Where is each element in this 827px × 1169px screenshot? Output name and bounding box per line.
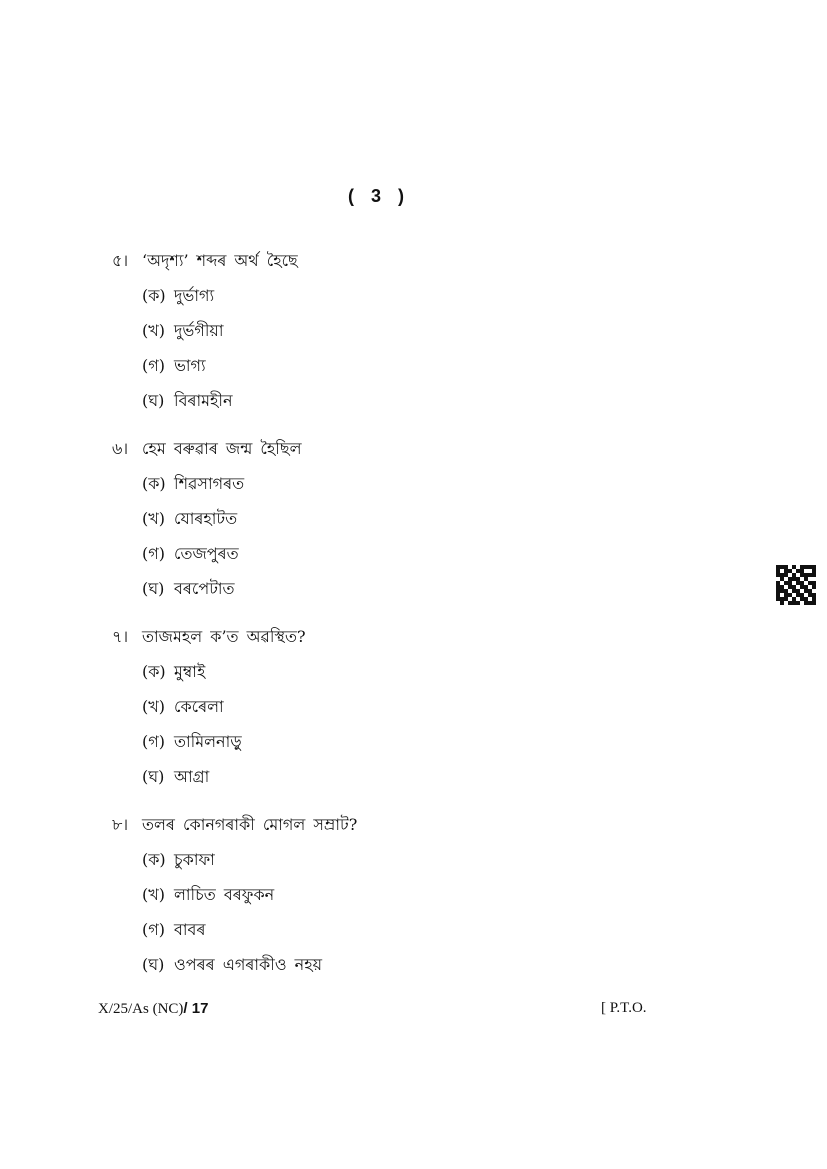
option-text: তামিলনাড়ু — [174, 732, 242, 751]
option-kha — [142, 506, 712, 530]
option-label: (ঘ) — [142, 391, 165, 410]
question-8 — [112, 812, 712, 976]
option-text: কেৰেলা — [174, 697, 224, 716]
question-text: তলৰ কোনগৰাকী মোগল সম্ৰাট? — [142, 815, 358, 834]
question-text: তাজমহল ক’ত অৱস্থিত? — [142, 627, 306, 646]
pto-label: [ P.T.O. — [601, 1000, 647, 1016]
option-ga — [142, 353, 712, 377]
option-gha — [142, 764, 712, 788]
option-text: লাচিত বৰফুকন — [174, 885, 275, 904]
option-ga — [142, 541, 712, 565]
option-label: (ঘ) — [142, 767, 165, 786]
option-text: যোৰহাটত — [174, 509, 238, 528]
option-text: শিৱসাগৰত — [174, 474, 245, 493]
option-label: (খ) — [142, 321, 165, 340]
question-7 — [112, 624, 712, 788]
option-kha — [142, 694, 712, 718]
option-text: মুম্বাই — [174, 662, 206, 681]
option-text: বাবৰ — [174, 920, 206, 939]
option-gha — [142, 388, 712, 412]
question-number: ৭। — [112, 627, 129, 646]
option-text: ভাগ্য — [174, 356, 206, 375]
question-text: হেম বৰুৱাৰ জন্ম হৈছিল — [142, 439, 302, 458]
option-text: তেজপুৰত — [174, 544, 239, 563]
option-text: আগ্ৰা — [174, 767, 210, 786]
paper-code — [98, 1000, 208, 1018]
option-label: (খ) — [142, 697, 165, 716]
question-text: ‘অদৃশ্য’ শব্দৰ অৰ্থ হৈছে — [142, 251, 298, 270]
page-number: ( 3 ) — [348, 186, 411, 206]
option-ka — [142, 283, 712, 307]
option-ga — [142, 917, 712, 941]
option-kha — [142, 882, 712, 906]
option-label: (খ) — [142, 509, 165, 528]
option-label: (গ) — [142, 544, 165, 563]
option-ka — [142, 847, 712, 871]
paper-code-prefix: X/25/As (NC) — [98, 1001, 184, 1017]
option-label: (ক) — [142, 850, 166, 869]
option-text: বৰপেটাত — [174, 579, 235, 598]
qr-code-icon — [776, 565, 816, 605]
option-gha — [142, 576, 712, 600]
option-label: (গ) — [142, 732, 165, 751]
option-ka — [142, 659, 712, 683]
question-number: ৬। — [112, 439, 129, 458]
option-text: দুৰ্ভাগ্য — [174, 286, 215, 305]
option-label: (খ) — [142, 885, 165, 904]
option-ga — [142, 729, 712, 753]
option-label: (ঘ) — [142, 579, 165, 598]
option-label: (ক) — [142, 286, 166, 305]
paper-code-suffix: / 17 — [183, 1000, 209, 1017]
option-kha — [142, 318, 712, 342]
option-label: (গ) — [142, 920, 165, 939]
question-5 — [112, 248, 712, 412]
question-6 — [112, 436, 712, 600]
option-label: (গ) — [142, 356, 165, 375]
option-label: (ঘ) — [142, 955, 165, 974]
option-text: বিৰামহীন — [174, 391, 233, 410]
option-label: (ক) — [142, 474, 166, 493]
option-text: দুৰ্ভগীয়া — [174, 321, 224, 340]
option-text: চুকাফা — [174, 850, 215, 869]
question-number: ৫। — [112, 251, 129, 270]
option-gha — [142, 952, 712, 976]
option-label: (ক) — [142, 662, 166, 681]
question-number: ৮। — [112, 815, 129, 834]
option-ka — [142, 471, 712, 495]
option-text: ওপৰৰ এগৰাকীও নহয় — [174, 955, 323, 974]
